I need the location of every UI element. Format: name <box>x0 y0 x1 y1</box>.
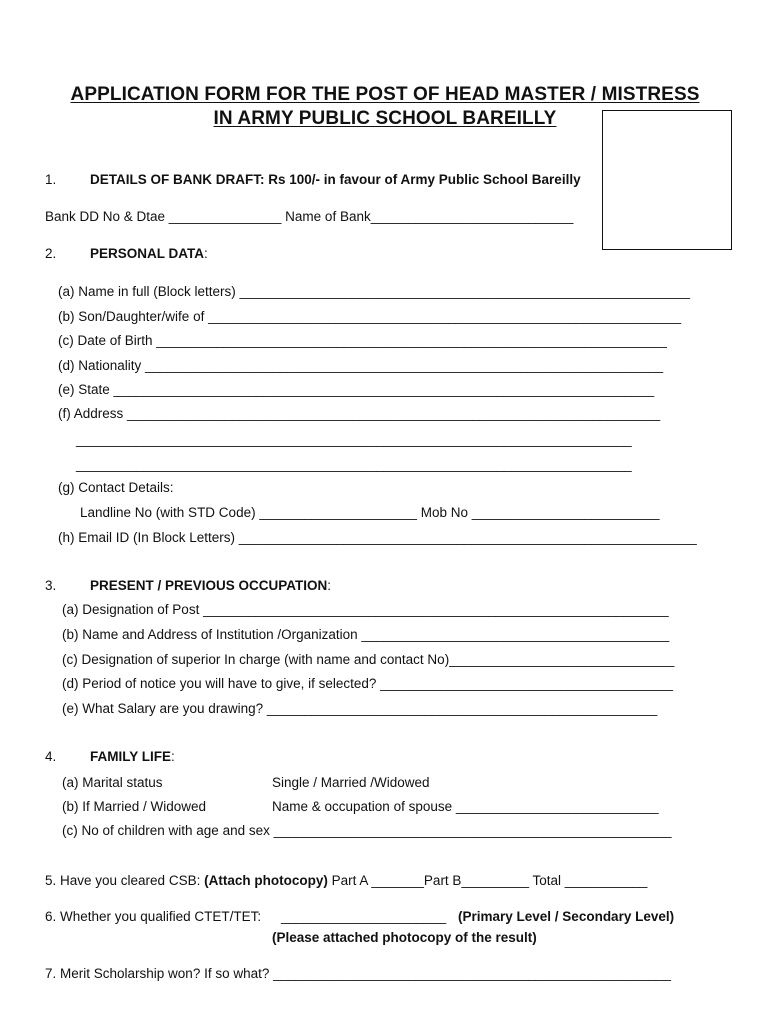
ctet-field[interactable]: ______________________ <box>281 909 447 924</box>
section-1-heading-detail: : Rs 100/- in favour of Army Public School Bareilly <box>260 172 581 187</box>
address-line-2-field[interactable]: __________________________________________________________________________ <box>76 432 632 447</box>
ctet-question: 6. Whether you qualified CTET/TET: <box>45 909 262 924</box>
marital-status-label: (a) Marital status <box>62 775 163 790</box>
csb-field[interactable] <box>45 873 647 888</box>
section-1-heading <box>90 172 581 187</box>
section-2-number: 2. <box>45 246 57 261</box>
state-field[interactable]: (e) State ________________________________________________________________________ <box>58 382 655 397</box>
address-line-3-field[interactable]: __________________________________________________________________________ <box>76 457 632 472</box>
ctet-attach-note: (Please attached photocopy of the result) <box>272 930 537 945</box>
bank-dd-field[interactable]: Bank DD No & Dtae _______________ Name of Bank___________________________ <box>45 209 574 224</box>
section-4-heading <box>90 749 175 764</box>
section-1-heading-text: DETAILS OF BANK DRAFT <box>90 172 260 187</box>
spouse-field[interactable]: Name & occupation of spouse ___________________________ <box>272 799 659 814</box>
section-3-heading-colon: : <box>327 578 332 593</box>
children-field[interactable]: (c) No of children with age and sex _____________________________________________________ <box>62 823 672 838</box>
salary-field[interactable]: (e) What Salary are you drawing? ____________________________________________________ <box>62 701 658 716</box>
section-2-heading <box>90 246 208 261</box>
form-title-line-2: IN ARMY PUBLIC SCHOOL BAREILLY <box>213 108 557 129</box>
section-4-heading-colon: : <box>171 749 175 764</box>
superior-in-charge-field[interactable]: (c) Designation of superior In charge (with name and contact No)______________________________ <box>62 652 675 667</box>
relation-of-field[interactable]: (b) Son/Daughter/wife of _______________________________________________________________ <box>58 309 682 324</box>
section-3-number: 3. <box>45 578 57 593</box>
csb-attach-note: (Attach photocopy) <box>204 873 328 888</box>
landline-mobile-field[interactable]: Landline No (with STD Code) _____________________ Mob No _________________________ <box>80 505 660 520</box>
contact-details-label: (g) Contact Details: <box>58 480 174 495</box>
section-3-heading <box>90 578 331 593</box>
email-field[interactable]: (h) Email ID (In Block Letters) _____________________________________________________________ <box>58 530 697 545</box>
nationality-field[interactable]: (d) Nationality _____________________________________________________________________ <box>58 358 664 373</box>
notice-period-field[interactable]: (d) Period of notice you will have to give, if selected? _______________________________________ <box>62 676 673 691</box>
section-2-heading-text: PERSONAL DATA <box>90 246 205 261</box>
name-in-full-field[interactable]: (a) Name in full (Block letters) ____________________________________________________________ <box>58 284 691 299</box>
if-married-label: (b) If Married / Widowed <box>62 799 207 814</box>
marital-status-options[interactable]: Single / Married /Widowed <box>272 775 430 790</box>
section-1-number: 1. <box>45 172 57 187</box>
section-3-heading-text: PRESENT / PREVIOUS OCCUPATION <box>90 578 328 593</box>
ctet-levels: (Primary Level / Secondary Level) <box>458 909 675 924</box>
address-field[interactable]: (f) Address _______________________________________________________________________ <box>58 406 661 421</box>
section-4-number: 4. <box>45 749 57 764</box>
date-of-birth-field[interactable]: (c) Date of Birth ____________________________________________________________________ <box>58 333 667 348</box>
designation-of-post-field[interactable]: (a) Designation of Post ______________________________________________________________ <box>62 602 669 617</box>
csb-question: 5. Have you cleared CSB: <box>45 873 205 888</box>
section-4-heading-text: FAMILY LIFE <box>90 749 172 764</box>
institution-address-field[interactable]: (b) Name and Address of Institution /Organization _________________________________________ <box>62 627 670 642</box>
csb-parts: Part A _______Part B_________ Total ___________ <box>327 873 648 888</box>
photo-box <box>602 110 732 250</box>
merit-scholarship-field[interactable]: 7. Merit Scholarship won? If so what? _____________________________________________________ <box>45 966 672 981</box>
form-title-line-1: APPLICATION FORM FOR THE POST OF HEAD MASTER / MISTRESS <box>70 84 700 105</box>
section-2-heading-colon: : <box>204 246 208 261</box>
